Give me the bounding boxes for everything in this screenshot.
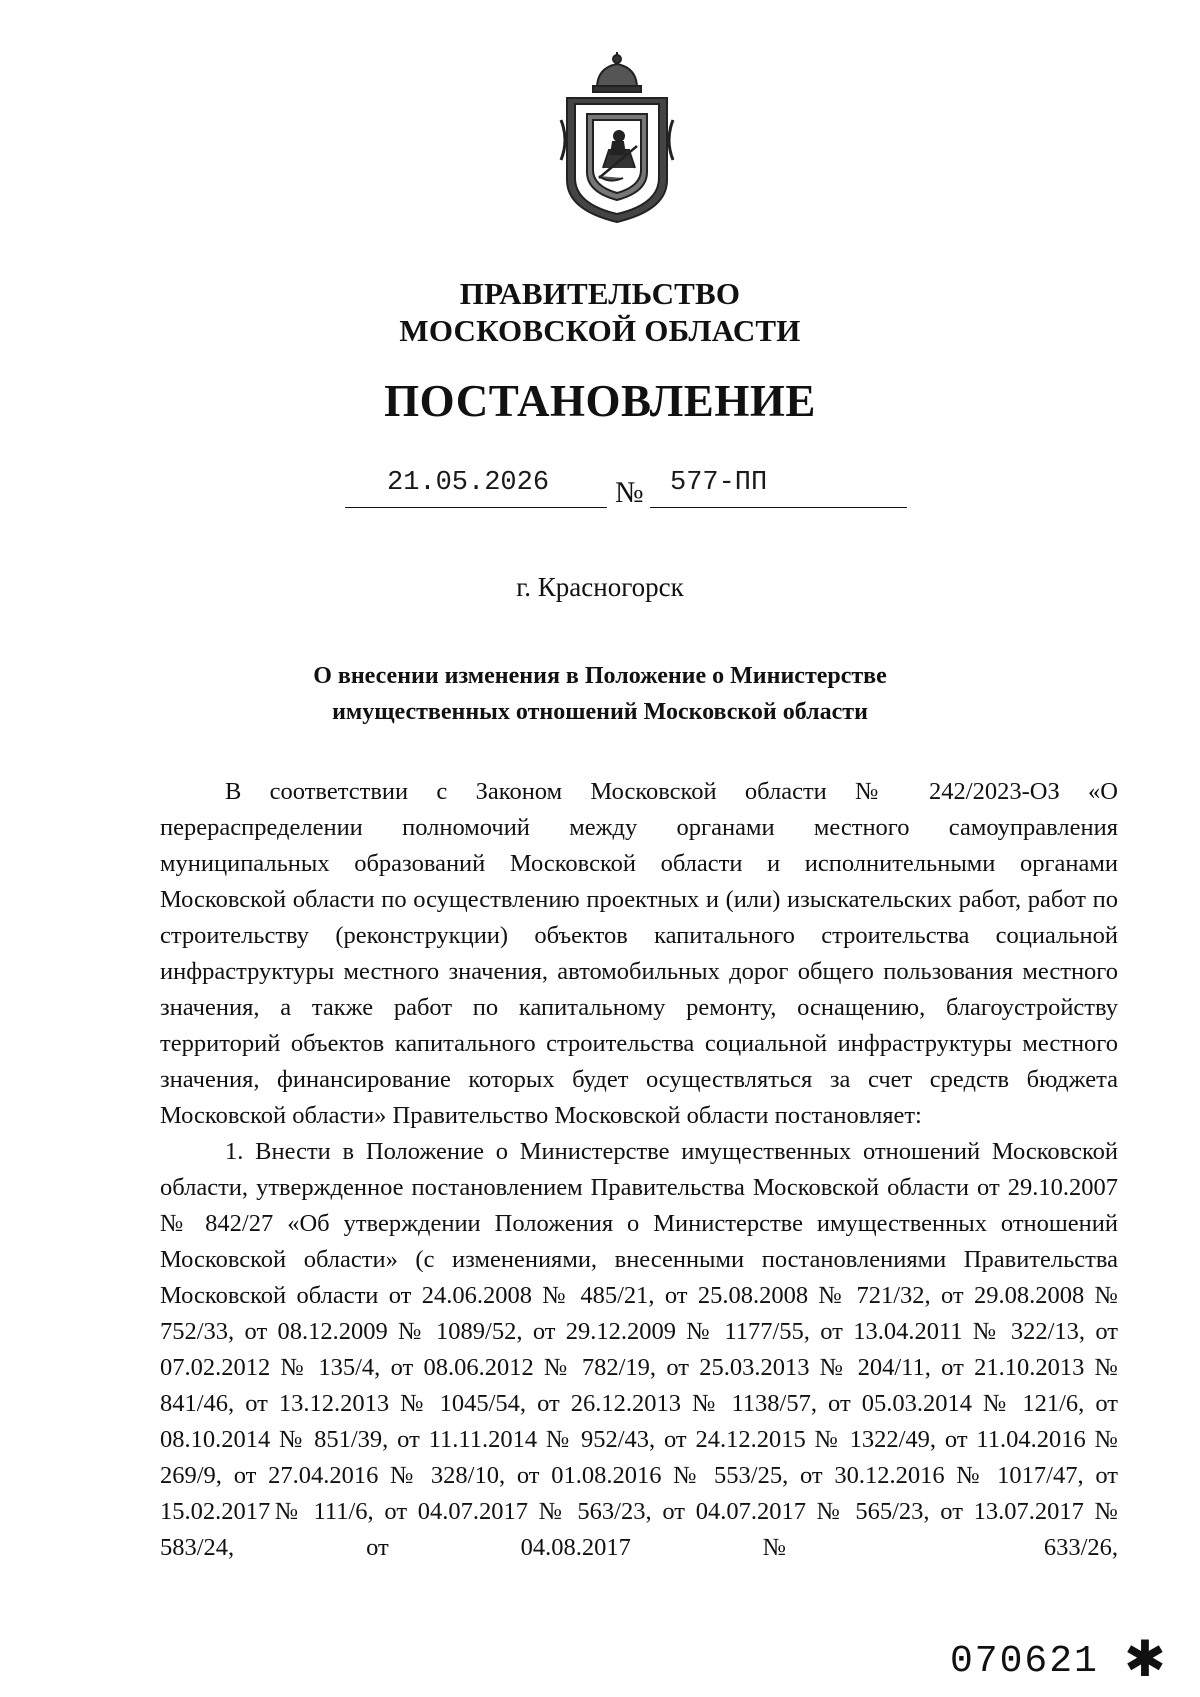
body-paragraph-2: 1. Внести в Положение о Министерстве имущественных отношений Московской области, утвержденное постановлением Правительства Московской области от 29.10.2007 № 842/27 «Об утверждении Положения о Министерстве имущественных отношений Московской области» (с изменениями, внесенными постановлениями Правительства Московской области от 24.06.2008 № 485/21, от 25.08.2008 № 721/32, от 29.08.2008 № 752/33, от 08.12.2009 № 1089/52, от 29.12.2009 № 1177/55, от 13.04.2011 № 322/13, от 07.02.2012 № 135/4, от 08.06.2012 № 782/19, от 25.03.2013 № 204/11, от 21.10.2013 № 841/46, от 13.12.2013 № 1045/54, от 26.12.2013 № 1138/57, от 05.03.2014 № 121/6, от 08.10.2014 № 851/39, от 11.11.2014 № 952/43, от 24.12.2015 № 1322/49, от 11.04.2016 № 269/9, от 27.04.2016 № 328/10, от 01.08.2016 № 553/25, от 30.12.2016 № 1017/47, от 15.02.2017№ 111/6, от 04.07.2017 № 563/23, от 04.07.2017 № 565/23, от 13.07.2017 № 583/24, от 04.08.2017 № 633/26,	[160, 1138, 1118, 1561]
date-field	[345, 460, 607, 508]
body-paragraph-1: В соответствии с Законом Московской области № 242/2023-ОЗ «О перераспределении полномочий между органами местного самоуправления муниципальных образований Московской области и исполнительными органами Московской области по осуществлению проектных и (или) изыскательских работ, работ по строительству (реконструкции) объектов капитального строительства социальной инфраструктуры местного значения, автомобильных дорог общего пользования местного значения, а также работ по капитальному ремонту, оснащению, благоустройству территорий объектов капитального строительства социальной инфраструктуры местного значения, финансирование которых будет осуществляться за счет средств бюджета Московской области» Правительство Московской области постановляет:	[160, 778, 1118, 1129]
document-type-title: ПОСТАНОВЛЕНИЕ	[384, 376, 816, 426]
organization-name-line2: МОСКОВСКОЙ ОБЛАСТИ	[399, 313, 801, 348]
city-name: г. Красногорск	[516, 572, 684, 602]
coat-of-arms-icon	[553, 50, 681, 225]
subject-line2: имущественных отношений Московской области	[332, 699, 868, 725]
organization-name-line1: ПРАВИТЕЛЬСТВО	[459, 276, 741, 311]
subject-line1: О внесении изменения в Положение о Министерстве	[313, 663, 887, 689]
number-field	[650, 460, 907, 508]
document-subject	[0, 658, 1200, 730]
document-date: 21.05.2026	[387, 468, 550, 498]
document-body	[160, 774, 1118, 1566]
document-number: 577-ПП	[670, 468, 768, 498]
registration-stamp-number: 070621	[950, 1640, 1099, 1683]
stamp-star-icon: ✱	[1124, 1630, 1166, 1688]
number-sign: №	[615, 476, 644, 509]
